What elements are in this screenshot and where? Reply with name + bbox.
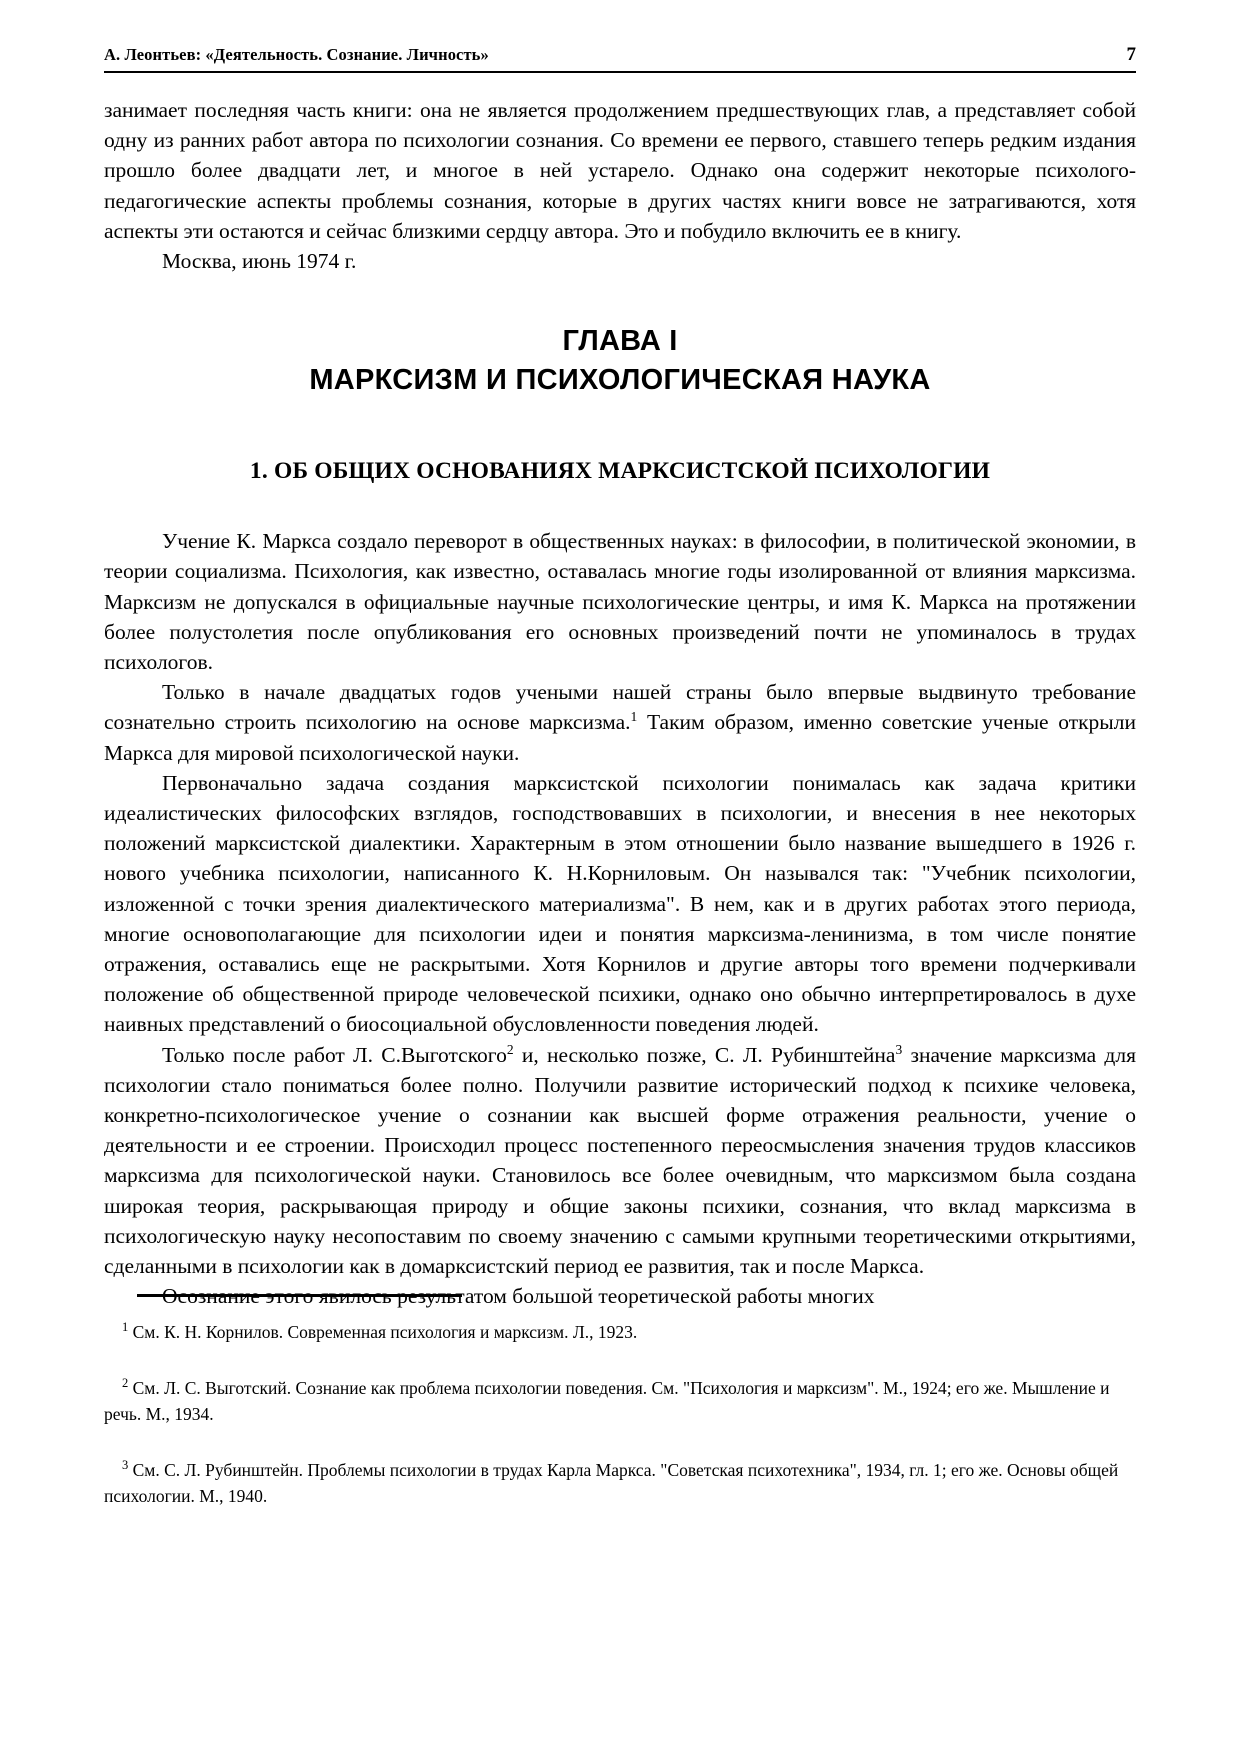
footnote-1-text: См. К. Н. Корнилов. Современная психология и марксизм. Л., 1923. xyxy=(132,1322,638,1342)
footnote-2 xyxy=(104,1375,1136,1427)
paragraph-4-text-after: значение марксизма для психологии стало пониматься более полно. Получили развитие исторический подход к психике человека, конкретно-психологическое учение о сознании как высшей форме отражения реальности, учение о деятельности и ее строении. Происходил процесс постепенного переосмысления значения трудов классиков марксизма для психологической науки. Становилось все более очевидным, что марксизмом была создана широкая теория, раскрывающая природу и общие законы психики, сознания, что вклад марксизма в психологическую науку несопоставим по своему значению с самыми крупными теоретическими открытиями, сделанными в психологии как в домарксистский период ее развития, так и после Маркса. xyxy=(104,1042,1136,1279)
paragraph-3: Первоначально задача создания марксистской психологии понималась как задача критики идеалистических философских взглядов, господствовавших в психологии, и внесения в нее некоторых положений марксистской диалектики. Характерным в этом отношении было название вышедшего в 1926 г. нового учебника психологии, написанного К. Н.Корниловым. Он назывался так: "Учебник психологии, изложенной с точки зрения диалектического материализма". В нем, как и в других работах этого периода, многие основополагающие для психологии идеи и понятия марксизма-ленинизма, в том числе понятие отражения, оставались еще не раскрытыми. Хотя Корнилов и другие авторы того времени подчеркивали положение об общественной природе человеческой психики, однако оно обычно интерпретировалось в духе наивных представлений о биосоциальной обусловленности поведения людей. xyxy=(104,770,1136,1037)
chapter-number: ГЛАВА I xyxy=(562,325,678,358)
footnote-ref-1[interactable]: 1 xyxy=(630,709,638,725)
paragraph-5: Осознание этого явилось результатом большой теоретической работы многих xyxy=(162,1284,875,1309)
section-heading: 1. ОБ ОБЩИХ ОСНОВАНИЯХ МАРКСИСТСКОЙ ПСИХОЛОГИИ xyxy=(249,458,991,485)
chapter-heading xyxy=(104,322,1136,400)
header-book-title: А. Леонтьев: «Деятельность. Сознание. Личность» xyxy=(104,45,489,64)
spacer-before-chapter xyxy=(104,276,1136,322)
paragraph-2-text-after: Таким образом, именно советские ученые открыли Маркса для мировой психологической науки. xyxy=(104,710,1136,765)
footnote-3 xyxy=(104,1457,1136,1509)
paragraph-2-text-before: Только в начале двадцатых годов учеными нашей страны было впервые выдвинуто требование сознательно строить психологию на основе марксизма. xyxy=(104,680,1136,735)
paragraph-preface-continued: занимает последняя часть книги: она не является продолжением предшествующих глав, а представляет собой одну из ранних работ автора по психологии сознания. Со времени ее первого, ставшего теперь редким издания прошло более двадцати лет, и многое в ней устарело. Однако она содержит некоторые психолого-педагогические аспекты проблемы сознания, которые в других частях книги вовсе не затрагиваются, хотя аспекты эти остаются и сейчас близкими сердцу автора. Это и побудило включить ее в книгу. xyxy=(104,98,1136,243)
footnote-3-text: См. С. Л. Рубинштейн. Проблемы психологии в трудах Карла Маркса. "Советская психотехника", 1934, гл. 1; его же. Основы общей психологии. М., 1940. xyxy=(104,1460,1119,1506)
paragraph-4-text-before: Только после работ Л. С.Выготского xyxy=(162,1042,507,1067)
paragraph-2 xyxy=(104,677,1136,768)
chapter-title: МАРКСИЗМ И ПСИХОЛОГИЧЕСКАЯ НАУКА xyxy=(309,364,931,397)
page-running-header xyxy=(104,44,1136,73)
footnote-separator-rule xyxy=(137,1294,462,1297)
paragraph-4 xyxy=(104,1040,1136,1282)
spacer-after-chapter xyxy=(104,400,1136,456)
footnote-ref-3[interactable]: 3 xyxy=(895,1041,903,1057)
footnote-3-marker: 3 xyxy=(122,1458,129,1473)
page-body xyxy=(104,95,1136,1312)
spacer-after-section xyxy=(104,486,1136,526)
paragraph-1: Учение К. Маркса создало переворот в общественных науках: в философии, в политической экономии, в теории социализма. Психология, как известно, оставалась многие годы изолированной от влияния марксизма. Марксизм не допускался в официальные научные психологические центры, и имя К. Маркса на протяжении более полустолетия после опубликования его основных произведений почти не упоминалось в трудах психологов. xyxy=(104,529,1136,675)
footnote-ref-2[interactable]: 2 xyxy=(506,1041,514,1057)
footnote-area xyxy=(104,1294,1136,1509)
paragraph-dateline: Москва, июнь 1974 г. xyxy=(162,249,357,274)
footnote-1 xyxy=(104,1319,1136,1345)
header-page-number: 7 xyxy=(1126,44,1136,65)
footnote-2-marker: 2 xyxy=(122,1376,129,1391)
paragraph-4-text-mid: и, несколько позже, С. Л. Рубинштейна xyxy=(513,1042,896,1067)
footnote-2-text: См. Л. С. Выготский. Сознание как проблема психологии поведения. См. "Психология и марксизм". М., 1924; его же. Мышление и речь. М., 1934. xyxy=(104,1378,1110,1424)
footnote-1-marker: 1 xyxy=(122,1320,129,1335)
